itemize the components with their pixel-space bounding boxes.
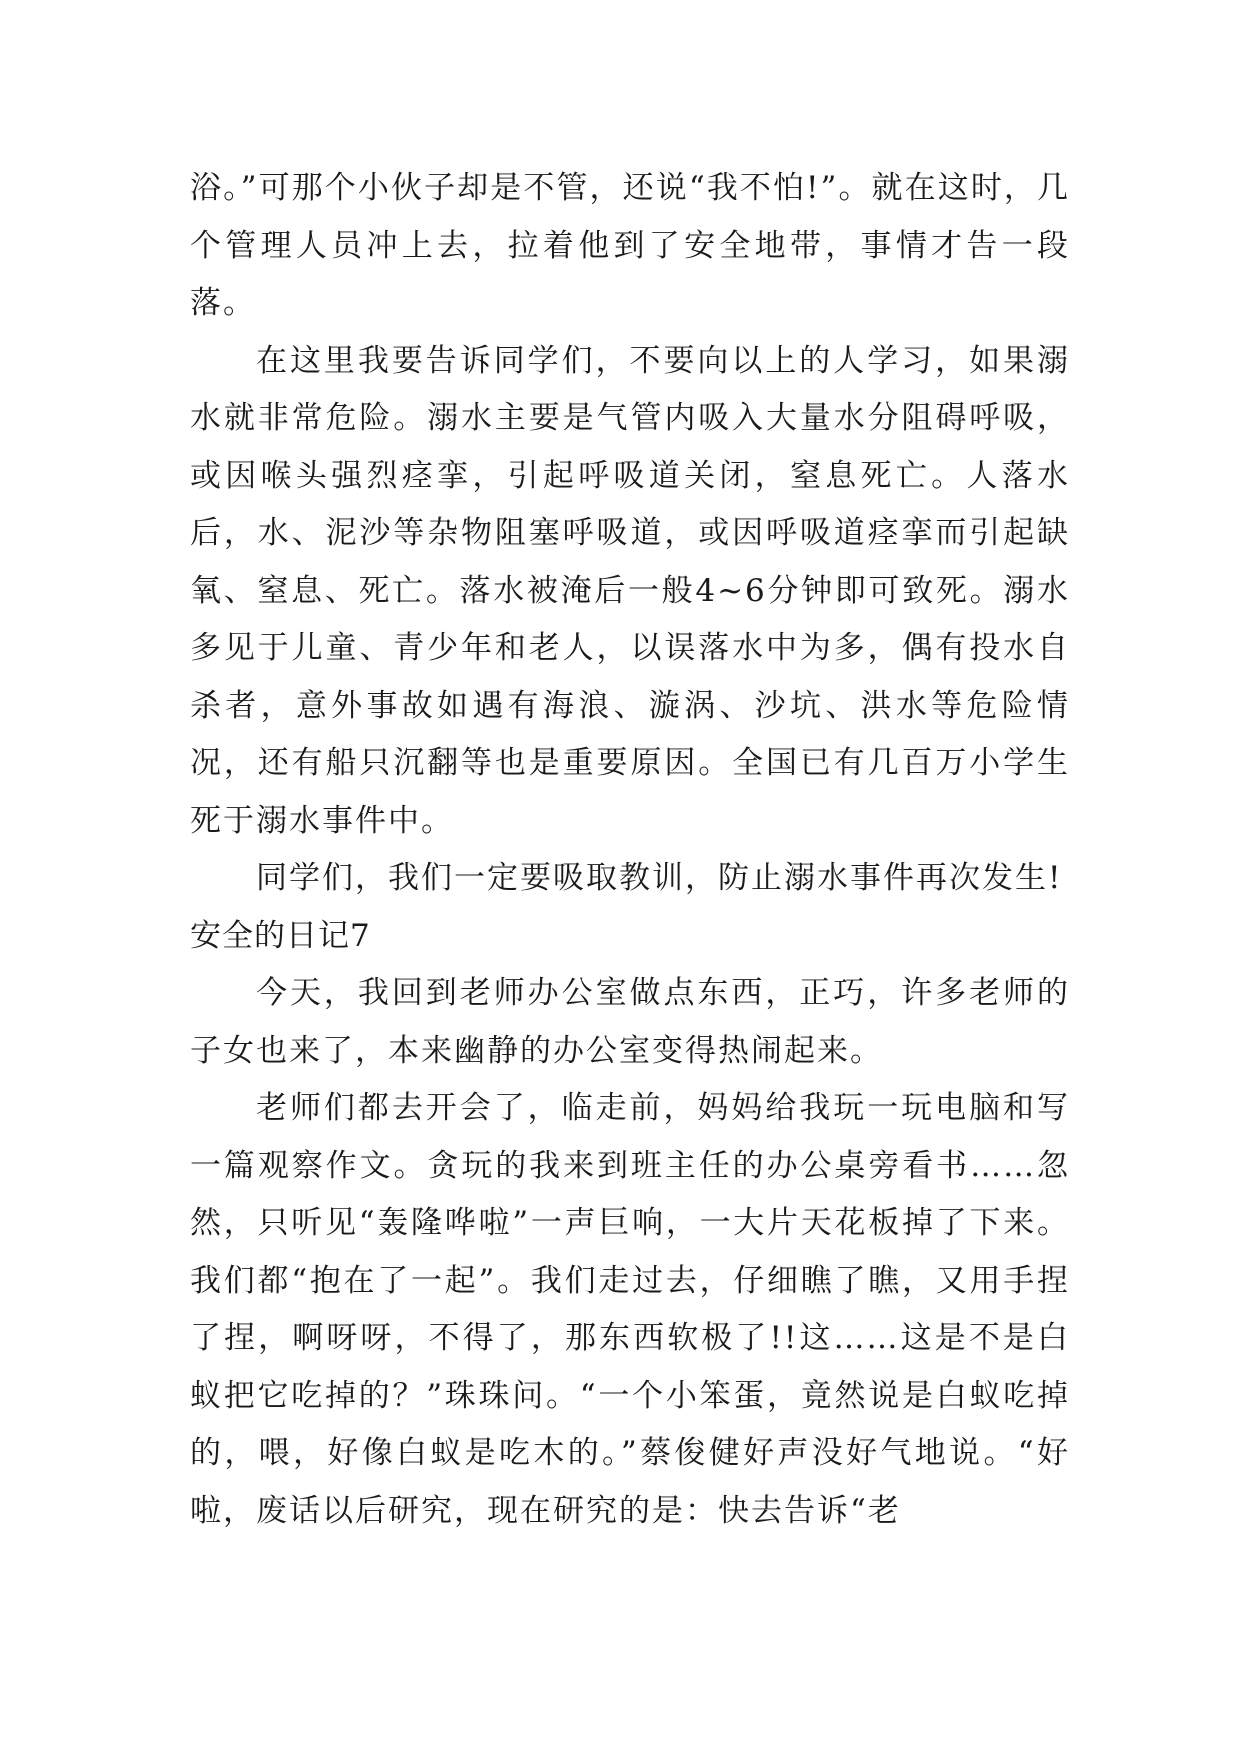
document-body [190, 160, 1070, 1540]
paragraph-5: 老师们都去开会了，临走前，妈妈给我玩一玩电脑和写一篇观察作文。贪玩的我来到班主任的办公桌旁看书……忽然，只听见“轰隆哗啦”一声巨响，一大片天花板掉了下来。我们都“抱在了一起”。我们走过去，仔细瞧了瞧，又用手捏了捏，啊呀呀，不得了，那东西软极了!!这……这是不是白蚁把它吃掉的？”珠珠问。“一个小笨蛋，竟然说是白蚁吃掉的，喂，好像白蚁是吃木的。”蔡俊健好声没好气地说。“好啦，废话以后研究，现在研究的是：快去告诉“老 [190, 1090, 1070, 1529]
paragraph-4: 今天，我回到老师办公室做点东西，正巧，许多老师的子女也来了，本来幽静的办公室变得热闹起来。 [190, 975, 1070, 1069]
paragraph-3: 同学们，我们一定要吸取教训，防止溺水事件再次发生! [256, 860, 1063, 896]
section-heading: 安全的日记7 [190, 917, 371, 954]
paragraph-2: 在这里我要告诉同学们，不要向以上的人学习，如果溺水就非常危险。溺水主要是气管内吸入大量水分阻碍呼吸，或因喉头强烈痉挛，引起呼吸道关闭，窒息死亡。人落水后，水、泥沙等杂物阻塞呼吸道，或因呼吸道痉挛而引起缺氧、窒息、死亡。落水被淹后一般4~6分钟即可致死。溺水多见于儿童、青少年和老人，以误落水中为多，偶有投水自杀者，意外事故如遇有海浪、漩涡、沙坑、洪水等危险情况，还有船只沉翻等也是重要原因。全国已有几百万小学生死于溺水事件中。 [190, 342, 1070, 839]
paragraph-1: 浴。”可那个小伙子却是不管，还说“我不怕!”。就在这时，几个管理人员冲上去，拉着他到了安全地带，事情才告一段落。 [190, 170, 1070, 321]
